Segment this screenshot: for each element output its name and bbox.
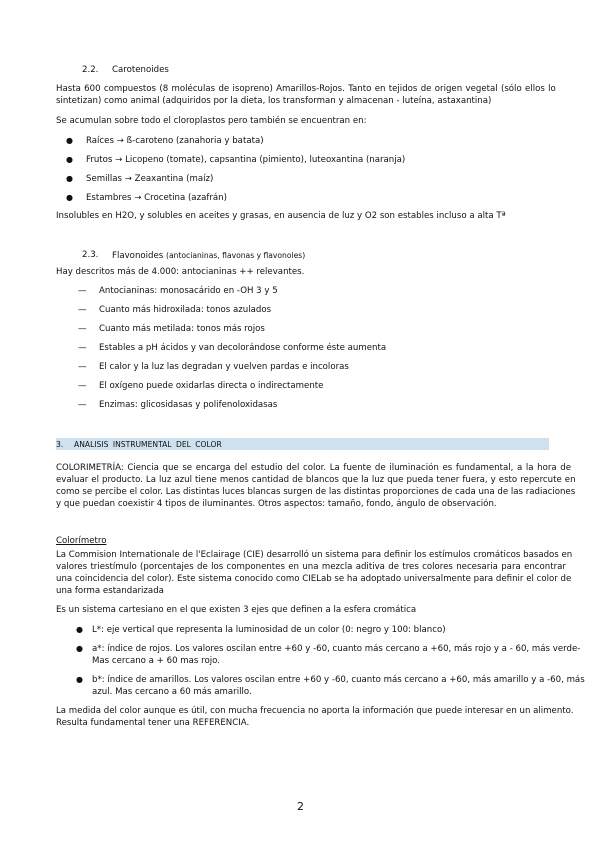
insoluble-text: Insolubles en H2O, y solubles en aceites y grasas, en ausencia de luz y O2 son estables incluso a alta Tª bbox=[56, 211, 506, 221]
bullet-dot: ● bbox=[66, 193, 73, 202]
bullet-frutos: Frutos → Licopeno (tomate), capsantina (pimiento), luteoxantina (naranja) bbox=[86, 155, 406, 165]
medida-line2: Resulta fundamental tener una REFERENCIA. bbox=[56, 718, 250, 728]
cie-line3: una coincidencia del color). Este sistema conocido como CIELab se ha adoptado universalmente para definir el color de bbox=[56, 574, 572, 584]
carotenoides-intro-line2: sintetizan) como animal (adquiridos por la dieta, los transforman y almacenan - luteína, astaxantina) bbox=[56, 96, 492, 106]
dash-marker: — bbox=[78, 343, 87, 353]
page-number: 2 bbox=[297, 800, 304, 813]
flavonoides-title-main: Flavonoides bbox=[112, 251, 164, 261]
colorimetro-heading: Colorímetro bbox=[56, 536, 107, 546]
dash-item-calor: El calor y la luz las degradan y vuelven pardas e incoloras bbox=[99, 362, 349, 372]
bullet-dot: ● bbox=[66, 155, 73, 164]
dash-item-oxigeno: El oxígeno puede oxidarlas directa o indirectamente bbox=[99, 381, 324, 391]
bullet-dot: ● bbox=[76, 675, 83, 684]
section-title-flavonoides bbox=[112, 250, 305, 262]
colorimetria-line2: evaluar el producto. La luz azul tiene menos cantidad de blancos que la luz que pueda tener fuera, y esto repercute en bbox=[56, 475, 576, 485]
dash-marker: — bbox=[78, 381, 87, 391]
dash-marker: — bbox=[78, 324, 87, 334]
medida-line1: La medida del color aunque es útil, con mucha frecuencia no aporta la información que puede interesar en un alimento. bbox=[56, 706, 574, 716]
flavonoides-intro: Hay descritos más de 4.000: antocianinas ++ relevantes. bbox=[56, 267, 305, 277]
section-number-2-3: 2.3. bbox=[82, 250, 99, 260]
bullet-dot: ● bbox=[66, 136, 73, 145]
axis-l-text: L*: eje vertical que representa la luminosidad de un color (0: negro y 100: blanco) bbox=[92, 625, 446, 635]
bullet-dot: ● bbox=[66, 174, 73, 183]
dash-item-ph: Estables a pH ácidos y van decolorándose conforme éste aumenta bbox=[99, 343, 387, 353]
axis-a-line1: a*: índice de rojos. Los valores oscilan entre +60 y -60, cuanto más cercano a +60, más rojo y a - 60, más verde- bbox=[92, 644, 581, 654]
dash-item-metilada: Cuanto más metilada: tonos más rojos bbox=[99, 324, 265, 334]
carotenoides-intro-line1: Hasta 600 compuestos (8 moléculas de isopreno) Amarillos-Rojos. Tanto en tejidos de origen vegetal (sólo ellos lo bbox=[56, 84, 556, 94]
cie-line2: valores triestímulo (porcentajes de los componentes en una mezcla aditiva de tres colores necesaria para encontrar bbox=[56, 562, 566, 572]
axis-b-line1: b*: índice de amarillos. Los valores oscilan entre +60 y -60, cuanto más cercano a +60, más amarillo y a -60, más bbox=[92, 675, 585, 685]
flavonoides-title-paren: (antocianinas, flavonas y flavonoles) bbox=[166, 251, 306, 260]
bullet-raices: Raíces → ß-caroteno (zanahoria y batata) bbox=[86, 136, 264, 146]
cie-line1: La Commision Internationale de l'Eclairage (CIE) desarrolló un sistema para definir los estímulos cromáticos basados en bbox=[56, 550, 573, 560]
section-number-3: 3. bbox=[56, 440, 64, 449]
bullet-dot: ● bbox=[76, 625, 83, 634]
dash-marker: — bbox=[78, 400, 87, 410]
accumulation-text: Se acumulan sobre todo el cloroplastos pero también se encuentran en: bbox=[56, 116, 367, 126]
bullet-estambres: Estambres → Crocetina (azafrán) bbox=[86, 193, 227, 203]
dash-marker: — bbox=[78, 362, 87, 372]
axis-a-line2: Mas cercano a + 60 mas rojo. bbox=[92, 656, 220, 666]
colorimetria-line3: como se percibe el color. Las distintas luces blancas surgen de las distintas proporciones de cada una de las radiaciones bbox=[56, 487, 576, 497]
bullet-dot: ● bbox=[76, 644, 83, 653]
section-number-2-2: 2.2. bbox=[82, 65, 99, 75]
dash-marker: — bbox=[78, 305, 87, 315]
colorimetria-line4: y que puedan coexistir 4 tipos de iluminantes. Otros aspectos: tamaño, fondo, ángulo de observación. bbox=[56, 499, 497, 509]
dash-item-enzimas: Enzimas: glicosidasas y polifenoloxidasas bbox=[99, 400, 278, 410]
colorimetria-line1: COLORIMETRÍA: Ciencia que se encarga del estudio del color. La fuente de iluminación es fundamental, a la hora de bbox=[56, 463, 572, 473]
section-title-carotenoides: Carotenoides bbox=[112, 65, 169, 75]
dash-marker: — bbox=[78, 286, 87, 296]
dash-item-antocianinas: Antocianinas: monosacárido en -OH 3 y 5 bbox=[99, 286, 278, 296]
cie-line4: una forma estandarizada bbox=[56, 586, 164, 596]
section-title-analisis: ANALISIS INSTRUMENTAL DEL COLOR bbox=[74, 440, 222, 449]
bullet-semillas: Semillas → Zeaxantina (maíz) bbox=[86, 174, 214, 184]
axis-b-line2: azul. Mas cercano a 60 más amarillo. bbox=[92, 687, 252, 697]
cartesiano-text: Es un sistema cartesiano en el que existen 3 ejes que definen a la esfera cromática bbox=[56, 605, 417, 615]
dash-item-hidroxilada: Cuanto más hidroxilada: tonos azulados bbox=[99, 305, 272, 315]
